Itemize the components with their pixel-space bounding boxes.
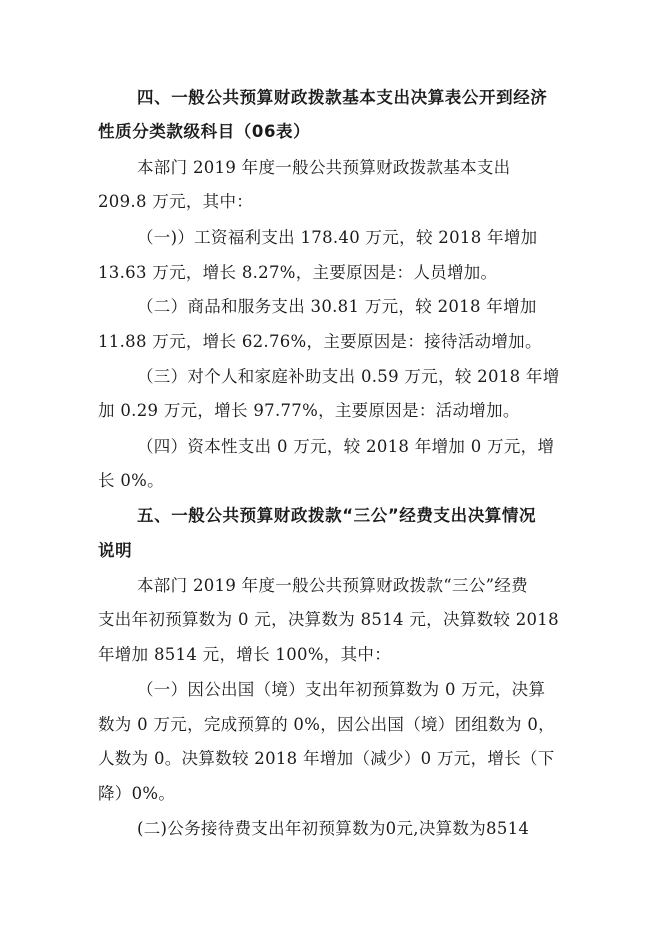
section5-intro-line1: 本部门 2019 年度一般公共预算财政拨款“三公”经费 <box>137 576 528 595</box>
section4-title-line1: 四、一般公共预算财政拨款基本支出决算表公开到经济 <box>137 88 548 107</box>
section4-item2-line1: （二）商品和服务支出 30.81 万元，较 2018 年增加 <box>137 297 537 316</box>
section5-title-line1: 五、一般公共预算财政拨款“三公”经费支出决算情况 <box>137 506 537 525</box>
section5-item1-line3: 人数为 0。决算数较 2018 年增加（减少）0 万元，增长（下 <box>98 749 555 768</box>
section5-item1-line4: 降）0%。 <box>98 784 176 803</box>
section5-intro-line2: 支出年初预算数为 0 元，决算数为 8514 元，决算数较 2018 <box>98 610 559 629</box>
section4-item4-line2: 长 0%。 <box>98 471 164 490</box>
section4-intro-line2: 209.8 万元，其中： <box>98 192 254 211</box>
section4-item3-line1: （三）对个人和家庭补助支出 0.59 万元，较 2018 年增 <box>137 367 560 386</box>
section4-item1-line2: 13.63 万元，增长 8.27%，主要原因是：人员增加。 <box>98 263 498 282</box>
section4-item1-line1: （一)）工资福利支出 178.40 万元，较 2018 年增加 <box>137 228 538 247</box>
section4-item2-line2: 11.88 万元，增长 62.76%，主要原因是：接待活动增加。 <box>98 332 542 351</box>
section4-intro-line1: 本部门 2019 年度一般公共预算财政拨款基本支出 <box>137 158 511 177</box>
section5-title-line2: 说明 <box>98 541 133 560</box>
section5-intro-line3: 年增加 8514 元，增长 100%，其中： <box>98 645 391 664</box>
section5-item2-line1: (二)公务接待费支出年初预算数为0元,决算数为8514 <box>137 819 530 838</box>
section4-item3-line2: 加 0.29 万元，增长 97.77%，主要原因是：活动增加。 <box>98 401 520 420</box>
section4-item4-line1: （四）资本性支出 0 万元，较 2018 年增加 0 万元，增 <box>137 437 555 456</box>
section5-item1-line2: 数为 0 万元，完成预算的 0%，因公出国（境）团组数为 0， <box>98 715 555 734</box>
section5-item1-line1: （一）因公出国（境）支出年初预算数为 0 万元，决算 <box>137 680 546 699</box>
section4-title-line2: 性质分类款级科目（06表） <box>98 122 311 141</box>
